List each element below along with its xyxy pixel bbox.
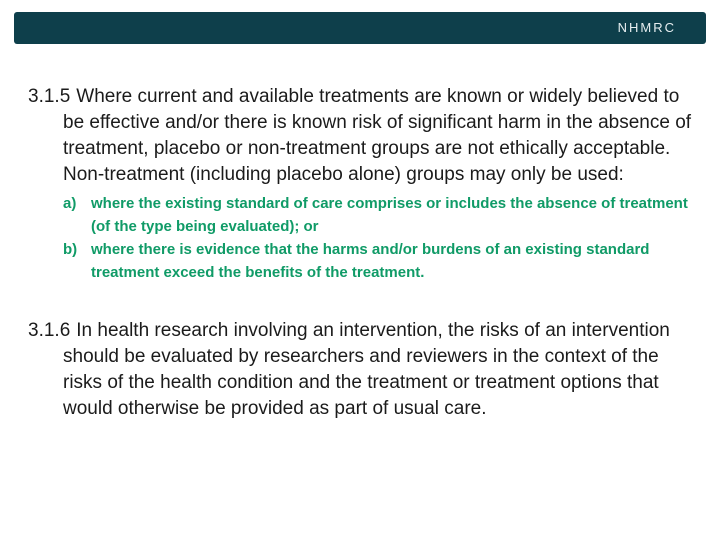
paragraph-3-1-6 [28, 318, 700, 422]
nhmrc-logo: NHMRC [617, 20, 676, 35]
condition-list [28, 192, 700, 284]
list-marker: b) [63, 241, 78, 258]
paragraph-text: In health research involving an intervention, the risks of an intervention should be evaluated by researchers and reviewers in the context of the risks of the health condition and the treatment or treatment options that would otherwise be provided as part of usual care. [63, 320, 670, 419]
list-item-a [63, 192, 700, 238]
section-number: 3.1.6 [28, 320, 71, 341]
list-marker: a) [63, 195, 77, 212]
section-number: 3.1.5 [28, 86, 71, 107]
list-item-text: where there is evidence that the harms and/or burdens of an existing standard treatment exceed the benefits of the treatment. [91, 241, 650, 281]
list-item-text: where the existing standard of care comprises or includes the absence of treatment (of the type being evaluated); or [91, 195, 688, 235]
slide-content [28, 84, 700, 422]
list-item-b [63, 238, 700, 284]
paragraph-text: Where current and available treatments are known or widely believed to be effective and/or there is known risk of significant harm in the absence of treatment, placebo or non-treatment groups are not ethically acceptable. Non-treatment (including placebo alone) groups may only be used: [63, 86, 692, 185]
paragraph-3-1-5 [28, 84, 700, 188]
header-bar [14, 12, 706, 44]
